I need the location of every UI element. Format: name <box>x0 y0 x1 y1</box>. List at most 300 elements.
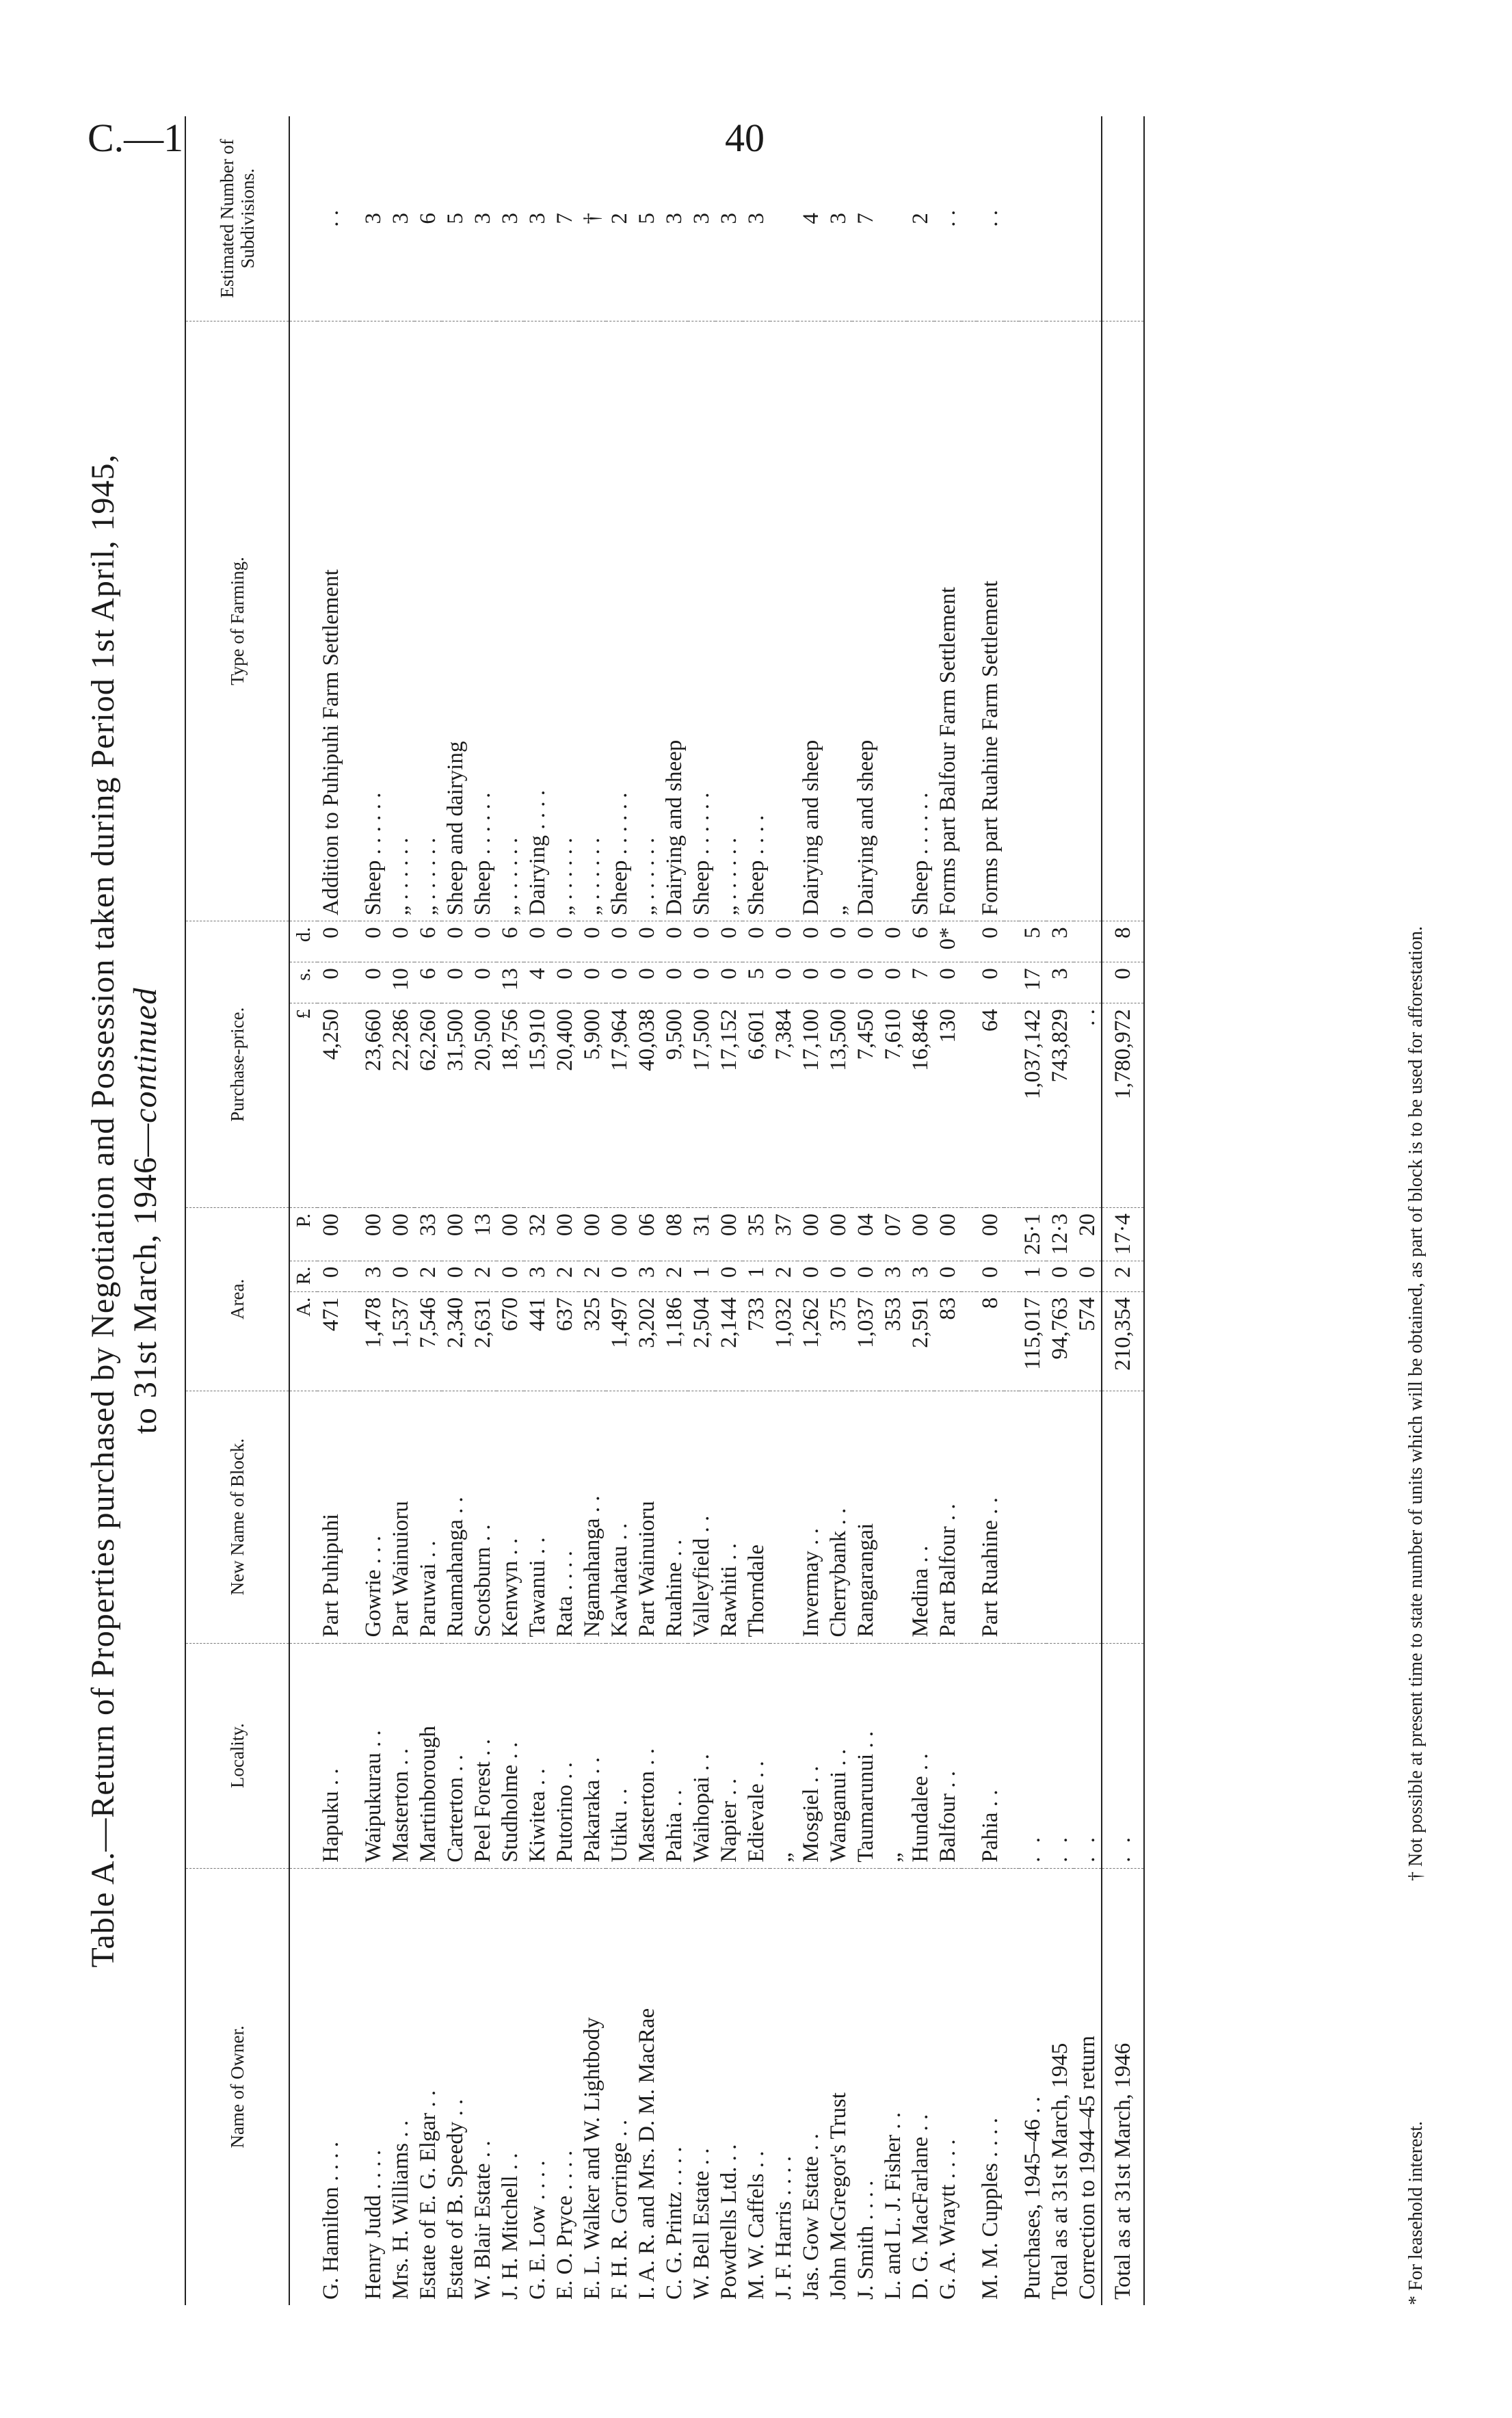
owner-cell: E. O. Pryce . . . . <box>553 2150 577 2300</box>
table-row <box>317 116 345 2305</box>
roods-cell: 2 <box>770 1261 797 1291</box>
pounds-cell: 23,660 <box>360 1003 387 1208</box>
farming-cell <box>770 321 797 921</box>
pounds-cell: 9,500 <box>661 1003 688 1208</box>
subdivisions-cell: 3 <box>469 116 496 321</box>
total-pence-cell: 5 <box>1019 921 1046 962</box>
block-cell: Part Ruahine . . <box>977 1391 1004 1643</box>
page-number: 40 <box>725 116 765 160</box>
farming-cell: Sheep and dairying <box>442 321 469 921</box>
total-pounds-cell: 1,037,142 <box>1019 1003 1046 1208</box>
pounds-cell: 64 <box>977 1003 1004 1208</box>
roods-cell: 2 <box>551 1261 579 1291</box>
locality-cell: Waihopai . . <box>688 1643 715 1868</box>
farming-cell: Dairying and sheep <box>661 321 688 921</box>
pounds-cell: 17,100 <box>797 1003 825 1208</box>
owner-cell: J. Smith . . . . <box>853 2180 878 2300</box>
grand-total-shillings-cell: 0 <box>1102 962 1144 1003</box>
acres-cell: 83 <box>934 1291 961 1391</box>
pence-cell: 6 <box>414 921 442 962</box>
grand-total-perches-cell: 17·4 <box>1102 1208 1144 1261</box>
owner-cell: C. G. Printz . . . . <box>662 2146 687 2300</box>
block-cell: Part Wainuioru <box>633 1391 661 1643</box>
col-area: Area. <box>185 1208 289 1391</box>
subdivisions-cell: 3 <box>688 116 715 321</box>
subdivisions-cell: 2 <box>606 116 633 321</box>
total-pounds-cell: . . <box>1074 1003 1102 1208</box>
block-cell: Part Balfour . . <box>934 1391 961 1643</box>
perches-cell: 00 <box>496 1208 524 1261</box>
table-row <box>551 116 579 2305</box>
table-row <box>661 116 688 2305</box>
block-cell: Gowrie . . . <box>360 1391 387 1643</box>
shillings-cell: 0 <box>715 962 743 1003</box>
owner-cell: Powdrells Ltd. . . <box>717 2144 741 2300</box>
perches-cell: 00 <box>606 1208 633 1261</box>
locality-cell: Pahia . . <box>977 1643 1004 1868</box>
table-row <box>633 116 661 2305</box>
shillings-cell: 0 <box>825 962 852 1003</box>
total-pence-cell <box>1074 921 1102 962</box>
block-cell: Medina . . <box>907 1391 934 1643</box>
total-shillings-cell: 17 <box>1019 962 1046 1003</box>
col-farming: Type of Farming. <box>185 321 289 921</box>
totals-row <box>1074 116 1102 2305</box>
shillings-cell: 0 <box>879 962 907 1003</box>
block-cell: Paruwai . . <box>414 1391 442 1643</box>
rotated-table-page <box>82 116 1436 2305</box>
acres-cell: 733 <box>743 1291 770 1391</box>
pence-cell: 0 <box>825 921 852 962</box>
acres-cell: 1,262 <box>797 1291 825 1391</box>
perches-cell: 08 <box>661 1208 688 1261</box>
total-label-cell: Correction to 1944–45 return <box>1075 2036 1100 2300</box>
acres-cell: 2,631 <box>469 1291 496 1391</box>
shillings-cell: 4 <box>524 962 551 1003</box>
pence-cell: 0 <box>661 921 688 962</box>
subdivisions-cell: 3 <box>387 116 414 321</box>
owner-cell: Estate of E. G. Elgar . . <box>416 2090 440 2300</box>
pounds-cell: 17,152 <box>715 1003 743 1208</box>
farming-cell: Sheep . . . . . . <box>907 321 934 921</box>
farming-cell: „ . . . . . . <box>496 321 524 921</box>
locality-cell: Masterton . . <box>633 1643 661 1868</box>
acres-cell: 2,504 <box>688 1291 715 1391</box>
subdivisions-cell: 3 <box>496 116 524 321</box>
farming-cell: Sheep . . . . . . <box>606 321 633 921</box>
total-empty-cell <box>1074 116 1102 321</box>
grand-total-empty-cell <box>1102 321 1144 921</box>
block-cell: Rawhiti . . <box>715 1391 743 1643</box>
shillings-cell: 0 <box>852 962 879 1003</box>
farming-cell: Forms part Balfour Farm Settlement <box>934 321 961 921</box>
acres-cell: 7,546 <box>414 1291 442 1391</box>
subdivisions-cell: 3 <box>524 116 551 321</box>
roods-cell: 2 <box>414 1261 442 1291</box>
shillings-cell: 0 <box>551 962 579 1003</box>
owner-cell: J. F. Harris . . . . <box>771 2155 796 2300</box>
table-row <box>442 116 469 2305</box>
locality-cell: Waipukurau . . <box>360 1643 387 1868</box>
roods-cell: 2 <box>661 1261 688 1291</box>
subdivisions-cell: 5 <box>633 116 661 321</box>
table-title <box>82 116 167 2305</box>
owner-cell: Jas. Gow Estate . . <box>799 2133 823 2300</box>
owner-cell: L. and L. J. Fisher . . <box>881 2112 905 2300</box>
perches-cell: 00 <box>360 1208 387 1261</box>
subdivisions-cell: 6 <box>414 116 442 321</box>
acres-cell: 441 <box>524 1291 551 1391</box>
pounds-cell: 15,910 <box>524 1003 551 1208</box>
roods-cell: 0 <box>317 1261 345 1291</box>
block-cell: Invermay . . <box>797 1391 825 1643</box>
farming-cell: Sheep . . . . . . <box>360 321 387 921</box>
unit-roods: R. <box>289 1261 317 1291</box>
unit-perches: P. <box>289 1208 317 1261</box>
roods-cell: 0 <box>977 1261 1004 1291</box>
farming-cell: „ . . . . . . <box>387 321 414 921</box>
owner-cell: W. Blair Estate . . <box>470 2140 495 2300</box>
total-roods-cell: 0 <box>1074 1261 1102 1291</box>
owner-cell: M. M. Cupples . . . . <box>978 2118 1003 2300</box>
perches-cell: 00 <box>551 1208 579 1261</box>
grand-total-empty-cell <box>1102 1391 1144 1643</box>
subdivisions-cell <box>879 116 907 321</box>
subdivisions-cell: . . <box>977 116 1004 321</box>
pence-cell: 0* <box>934 921 961 962</box>
total-empty-cell <box>1046 116 1074 321</box>
block-cell: Ruahine . . <box>661 1391 688 1643</box>
locality-cell: Hapuku . . <box>317 1643 345 1868</box>
locality-cell: Kiwitea . . <box>524 1643 551 1868</box>
total-pence-cell: 3 <box>1046 921 1074 962</box>
total-shillings-cell <box>1074 962 1102 1003</box>
subdivisions-cell: 3 <box>743 116 770 321</box>
table-row <box>907 116 934 2305</box>
total-acres-cell: 94,763 <box>1046 1291 1074 1391</box>
subdivisions-cell: 5 <box>442 116 469 321</box>
shillings-cell: 0 <box>688 962 715 1003</box>
owner-cell: Estate of B. Speedy . . <box>443 2099 468 2300</box>
total-empty-cell <box>1074 1391 1102 1643</box>
shillings-cell: 13 <box>496 962 524 1003</box>
table-row <box>852 116 879 2305</box>
perches-cell: 35 <box>743 1208 770 1261</box>
shillings-cell: 0 <box>606 962 633 1003</box>
locality-cell: Taumarunui . . <box>852 1643 879 1868</box>
block-cell: Thorndale <box>743 1391 770 1643</box>
block-cell: Ruamahanga . . <box>442 1391 469 1643</box>
acres-cell: 1,537 <box>387 1291 414 1391</box>
title-continued: continued <box>127 987 163 1123</box>
table-row <box>606 116 633 2305</box>
pounds-cell: 13,500 <box>825 1003 852 1208</box>
subdivisions-cell: 3 <box>360 116 387 321</box>
shillings-cell: 0 <box>579 962 606 1003</box>
grand-total-empty-cell <box>1102 116 1144 321</box>
total-pounds-cell: 743,829 <box>1046 1003 1074 1208</box>
roods-cell: 3 <box>879 1261 907 1291</box>
pounds-cell: 7,384 <box>770 1003 797 1208</box>
owner-cell: W. Bell Estate . . <box>689 2148 714 2300</box>
acres-cell: 1,037 <box>852 1291 879 1391</box>
pounds-cell: 40,038 <box>633 1003 661 1208</box>
pence-cell: 0 <box>606 921 633 962</box>
perches-cell: 00 <box>907 1208 934 1261</box>
farming-cell: Sheep . . . . . . <box>469 321 496 921</box>
perches-cell: 13 <box>469 1208 496 1261</box>
pence-cell: 0 <box>360 921 387 962</box>
perches-cell: 32 <box>524 1208 551 1261</box>
farming-cell: Sheep . . . . <box>743 321 770 921</box>
perches-cell: 00 <box>934 1208 961 1261</box>
pence-cell: 0 <box>551 921 579 962</box>
pence-cell: 0 <box>524 921 551 962</box>
total-perches-cell: 20 <box>1074 1208 1102 1261</box>
subdivisions-cell: 7 <box>551 116 579 321</box>
total-empty-cell <box>1019 1391 1046 1643</box>
locality-cell: Martinborough <box>414 1643 442 1868</box>
total-acres-cell: 115,017 <box>1019 1291 1046 1391</box>
acres-cell: 1,478 <box>360 1291 387 1391</box>
spacer-row <box>961 116 977 2305</box>
acres-cell: 637 <box>551 1291 579 1391</box>
farming-cell: Forms part Ruahine Farm Settlement <box>977 321 1004 921</box>
locality-cell: Napier . . <box>715 1643 743 1868</box>
locality-cell: Balfour . . <box>934 1643 961 1868</box>
pounds-cell: 17,964 <box>606 1003 633 1208</box>
farming-cell: Dairying and sheep <box>797 321 825 921</box>
owner-cell: Mrs. H. Williams . . <box>388 2120 413 2300</box>
pence-cell: 0 <box>688 921 715 962</box>
acres-cell: 1,497 <box>606 1291 633 1391</box>
locality-cell: Utiku . . <box>606 1643 633 1868</box>
shillings-cell: 0 <box>360 962 387 1003</box>
total-empty-cell <box>1019 321 1046 921</box>
pence-cell: 0 <box>743 921 770 962</box>
owner-cell: E. L. Walker and W. Lightbody <box>580 2017 605 2300</box>
perches-cell: 31 <box>688 1208 715 1261</box>
pence-cell: 0 <box>852 921 879 962</box>
shillings-cell: 0 <box>442 962 469 1003</box>
shillings-cell: 0 <box>977 962 1004 1003</box>
owner-cell: G. A. Wraytt . . . . <box>936 2139 960 2300</box>
properties-table <box>185 116 1145 2305</box>
farming-cell: Dairying and sheep <box>852 321 879 921</box>
locality-cell: Pakaraka . . <box>579 1643 606 1868</box>
acres-cell: 670 <box>496 1291 524 1391</box>
total-label-cell: Total as at 31st March, 1945 <box>1048 2042 1072 2300</box>
acres-cell: 2,340 <box>442 1291 469 1391</box>
owner-cell: G. E. Low . . . . <box>525 2160 550 2300</box>
total-empty-cell <box>1074 321 1102 921</box>
farming-cell: Sheep . . . . . . <box>688 321 715 921</box>
total-dots-cell: . . <box>1046 1643 1074 1868</box>
total-acres-cell: 574 <box>1074 1291 1102 1391</box>
farming-cell <box>879 321 907 921</box>
roods-cell: 0 <box>606 1261 633 1291</box>
farming-cell: „ . . . . . . <box>633 321 661 921</box>
grand-total-label-cell: Total as at 31st March, 1946 <box>1102 1868 1144 2305</box>
roods-cell: 0 <box>442 1261 469 1291</box>
subdivisions-cell: . . <box>317 116 345 321</box>
perches-cell: 33 <box>414 1208 442 1261</box>
block-cell <box>770 1391 797 1643</box>
acres-cell: 2,144 <box>715 1291 743 1391</box>
locality-cell: Edievale . . <box>743 1643 770 1868</box>
roods-cell: 0 <box>852 1261 879 1291</box>
table-row <box>879 116 907 2305</box>
shillings-cell: 7 <box>907 962 934 1003</box>
pounds-cell: 6,601 <box>743 1003 770 1208</box>
shillings-cell: 5 <box>743 962 770 1003</box>
table-row <box>360 116 387 2305</box>
pence-cell: 0 <box>797 921 825 962</box>
block-cell: Rangarangai <box>852 1391 879 1643</box>
roods-cell: 3 <box>907 1261 934 1291</box>
pence-cell: 6 <box>496 921 524 962</box>
owner-cell: Henry Judd . . . . <box>361 2149 386 2300</box>
table-row <box>524 116 551 2305</box>
subdivisions-cell: 3 <box>715 116 743 321</box>
total-shillings-cell: 3 <box>1046 962 1074 1003</box>
title-line-1: Table A.—Return of Properties purchased by Negotiation and Possession taken during Period 1st April, 1945, <box>85 454 121 1968</box>
farming-cell: Dairying . . . . <box>524 321 551 921</box>
pounds-cell: 16,846 <box>907 1003 934 1208</box>
acres-cell: 2,591 <box>907 1291 934 1391</box>
block-cell: Part Puhipuhi <box>317 1391 345 1643</box>
pence-cell: 6 <box>907 921 934 962</box>
pounds-cell: 62,260 <box>414 1003 442 1208</box>
shillings-cell: 10 <box>387 962 414 1003</box>
owner-cell: M. W. Caffels . . <box>744 2151 769 2300</box>
unit-shillings: s. <box>289 962 317 1003</box>
table-row <box>770 116 797 2305</box>
shillings-cell: 6 <box>414 962 442 1003</box>
unit-acres: A. <box>289 1291 317 1391</box>
units-row <box>289 116 317 2305</box>
acres-cell: 8 <box>977 1291 1004 1391</box>
table-body <box>289 116 1144 2305</box>
perches-cell: 06 <box>633 1208 661 1261</box>
pounds-cell: 5,900 <box>579 1003 606 1208</box>
subdivisions-cell: 3 <box>661 116 688 321</box>
total-dots-cell: . . <box>1019 1643 1046 1868</box>
roods-cell: 1 <box>688 1261 715 1291</box>
roods-cell: 0 <box>934 1261 961 1291</box>
subdivisions-cell: 4 <box>797 116 825 321</box>
perches-cell: 00 <box>442 1208 469 1261</box>
col-locality: Locality. <box>185 1643 289 1868</box>
shillings-cell: 0 <box>770 962 797 1003</box>
roods-cell: 1 <box>743 1261 770 1291</box>
perches-cell: 00 <box>387 1208 414 1261</box>
roods-cell: 0 <box>496 1261 524 1291</box>
owner-cell: F. H. R. Gorringe . . <box>607 2119 632 2300</box>
block-cell: Scotsburn . . <box>469 1391 496 1643</box>
grand-total-dots-cell: . . <box>1102 1643 1144 1868</box>
grand-total-pence-cell: 8 <box>1102 921 1144 962</box>
pounds-cell: 17,500 <box>688 1003 715 1208</box>
locality-cell: „ <box>879 1643 907 1868</box>
grand-total-row <box>1102 116 1144 2305</box>
subdivisions-cell: . . <box>934 116 961 321</box>
block-cell <box>879 1391 907 1643</box>
table-row <box>825 116 852 2305</box>
pence-cell: 0 <box>469 921 496 962</box>
subdivisions-cell: 7 <box>852 116 879 321</box>
table-row <box>977 116 1004 2305</box>
grand-total-pounds-cell: 1,780,972 <box>1102 1003 1144 1208</box>
roods-cell: 3 <box>524 1261 551 1291</box>
perches-cell: 00 <box>579 1208 606 1261</box>
roods-cell: 3 <box>633 1261 661 1291</box>
pence-cell: 0 <box>633 921 661 962</box>
acres-cell: 1,186 <box>661 1291 688 1391</box>
table-row <box>414 116 442 2305</box>
acres-cell: 471 <box>317 1291 345 1391</box>
grand-total-acres-cell: 210,354 <box>1102 1291 1144 1391</box>
acres-cell: 375 <box>825 1291 852 1391</box>
unit-pounds: £ <box>289 1003 317 1208</box>
farming-cell: Addition to Puhipuhi Farm Settlement <box>317 321 345 921</box>
block-cell: Cherrybank . . <box>825 1391 852 1643</box>
locality-cell: Mosgiel . . <box>797 1643 825 1868</box>
total-empty-cell <box>1046 1391 1074 1643</box>
pence-cell: 0 <box>387 921 414 962</box>
total-perches-cell: 12·3 <box>1046 1208 1074 1261</box>
table-row <box>797 116 825 2305</box>
roods-cell: 0 <box>715 1261 743 1291</box>
header-row <box>185 116 289 2305</box>
owner-cell: J. H. Mitchell . . <box>498 2153 522 2300</box>
block-cell: Kawhatau . . <box>606 1391 633 1643</box>
pounds-cell: 20,400 <box>551 1003 579 1208</box>
table-row <box>496 116 524 2305</box>
acres-cell: 325 <box>579 1291 606 1391</box>
farming-cell: „ . . . . . . <box>715 321 743 921</box>
locality-cell: Putorino . . <box>551 1643 579 1868</box>
table-row <box>715 116 743 2305</box>
unit-pence: d. <box>289 921 317 962</box>
pounds-cell: 20,500 <box>469 1003 496 1208</box>
pence-cell: 0 <box>317 921 345 962</box>
shillings-cell: 0 <box>317 962 345 1003</box>
table-row <box>387 116 414 2305</box>
shillings-cell: 0 <box>469 962 496 1003</box>
pence-cell: 0 <box>715 921 743 962</box>
roods-cell: 2 <box>469 1261 496 1291</box>
block-cell: Ngamahanga . . <box>579 1391 606 1643</box>
block-cell: Valleyfield . . <box>688 1391 715 1643</box>
shillings-cell: 0 <box>934 962 961 1003</box>
owner-cell: I. A. R. and Mrs. D. M. MacRae <box>635 2008 659 2300</box>
col-block: New Name of Block. <box>185 1391 289 1643</box>
farming-cell: „ . . . . . . <box>579 321 606 921</box>
title-line-2 <box>124 116 167 2305</box>
pence-cell: 0 <box>442 921 469 962</box>
locality-cell: Carterton . . <box>442 1643 469 1868</box>
block-cell: Tawanui . . <box>524 1391 551 1643</box>
subdivisions-cell: 3 <box>825 116 852 321</box>
report-code: C.—1 <box>88 116 184 160</box>
totals-row <box>1046 116 1074 2305</box>
grand-total-roods-cell: 2 <box>1102 1261 1144 1291</box>
table-row <box>743 116 770 2305</box>
pence-cell: 0 <box>879 921 907 962</box>
table-row <box>579 116 606 2305</box>
roods-cell: 3 <box>360 1261 387 1291</box>
